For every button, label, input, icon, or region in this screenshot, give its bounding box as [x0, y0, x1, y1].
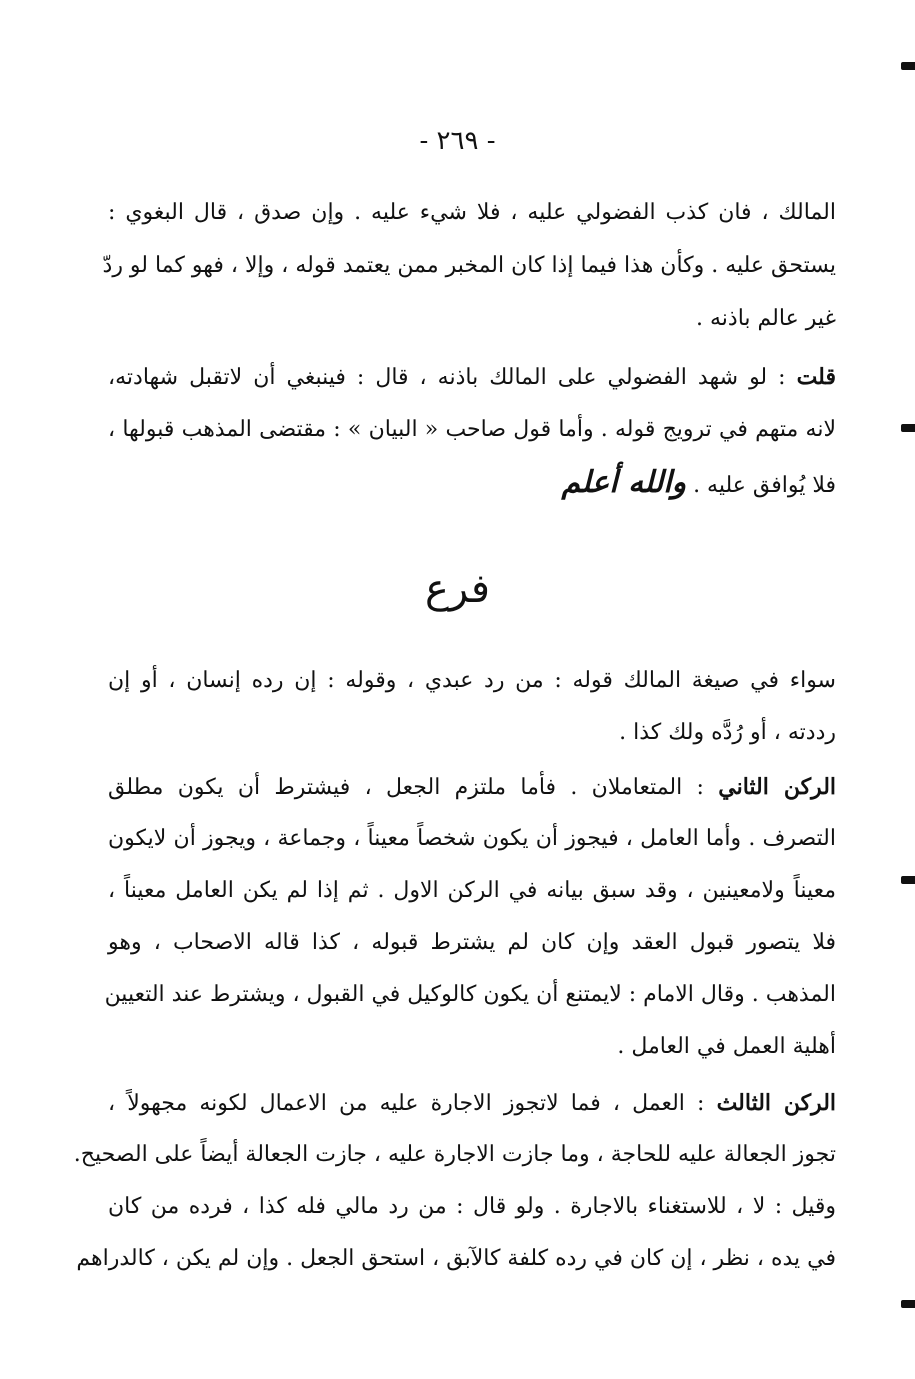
scan-edge-mark	[901, 424, 915, 432]
scan-edge-mark	[901, 876, 915, 884]
text-line: معيناً ولامعينين ، وقد سبق بيانه في الركن الاول . ثم إذا لم يكن العامل معيناً ،	[108, 878, 836, 903]
text-line: المذهب . وقال الامام : لايمتنع أن يكون كالوكيل في القبول ، ويشترط عند التعيين	[104, 982, 836, 1007]
line-text: : لو شهد الفضولي على المالك باذنه ، قال : فينبغي أن لاتقبل شهادته،	[108, 365, 786, 390]
text-line	[108, 360, 836, 396]
text-line: سواء في صيغة المالك قوله : من رد عبدي ، وقوله : إن رده إنسان ، أو إن	[108, 668, 836, 693]
line-text: : العمل ، فما لاتجوز الاجارة عليه من الاعمال لكونه مجهولاً ،	[108, 1091, 705, 1116]
line-text: فلا يُوافق عليه .	[693, 473, 836, 498]
text-line: رددته ، أو رُدَّه ولك كذا .	[619, 720, 836, 745]
text-line	[108, 1086, 836, 1122]
text-line	[108, 466, 836, 502]
paragraph-lead: قلت	[796, 364, 836, 390]
text-line: المالك ، فان كذب الفضولي عليه ، فلا شيء عليه . وإن صدق ، قال البغوي :	[108, 200, 836, 225]
text-line: فلا يتصور قبول العقد وإن كان لم يشترط قبوله ، كذا قاله الاصحاب ، وهو	[108, 930, 836, 955]
text-line: في يده ، نظر ، إن كان في رده كلفة كالآبق ، استحق الجعل . وإن لم يكن ، كالدراهم	[76, 1246, 836, 1271]
paragraph-lead: الركن الثالث	[716, 1090, 837, 1116]
text-line: يستحق عليه . وكأن هذا فيما إذا كان المخبر ممن يعتمد قوله ، وإلا ، فهو كما لو ردّ	[102, 253, 836, 278]
text-line: غير عالم باذنه .	[696, 306, 836, 331]
closing-phrase: والله أعلم	[561, 465, 687, 500]
page-number: - ٢٦٩ -	[419, 126, 496, 156]
text-line: تجوز الجعالة عليه للحاجة ، وما جازت الاجارة عليه ، جازت الجعالة أيضاً على الصحيح.	[73, 1142, 836, 1167]
text-line	[108, 770, 836, 806]
text-line: أهلية العمل في العامل .	[617, 1034, 836, 1059]
text-line: وقيل : لا ، للاستغناء بالاجارة . ولو قال : من رد مالي فله كذا ، فرده من كان	[108, 1194, 836, 1219]
paragraph-lead: الركن الثاني	[718, 774, 837, 800]
scan-edge-mark	[901, 62, 915, 70]
section-heading: فرع	[424, 566, 491, 612]
scan-edge-mark	[901, 1300, 915, 1308]
text-line: لانه متهم في ترويج قوله . وأما قول صاحب « البيان » : مقتضى المذهب قبولها ،	[108, 417, 836, 442]
text-line: التصرف . وأما العامل ، فيجوز أن يكون شخصاً معيناً ، وجماعة ، ويجوز أن لايكون	[108, 826, 836, 851]
line-text: : المتعاملان . فأما ملتزم الجعل ، فيشترط أن يكون مطلق	[108, 775, 704, 800]
